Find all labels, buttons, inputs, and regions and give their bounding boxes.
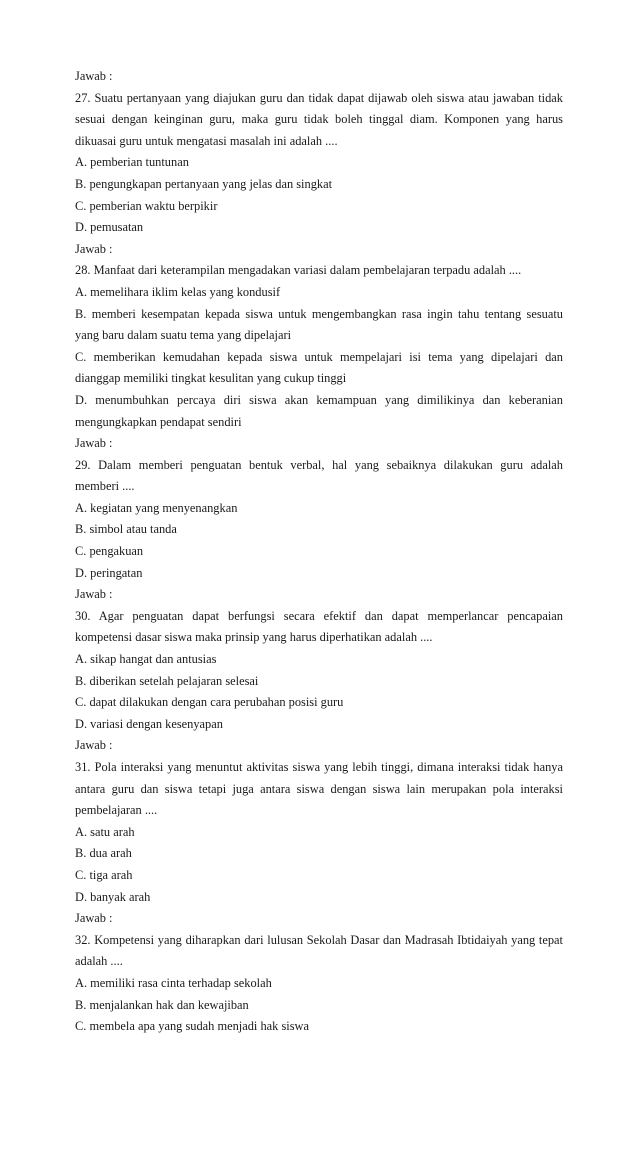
text-line: D. pemusatan — [75, 220, 144, 235]
text-line: Jawab : — [75, 587, 113, 602]
text-line: kompetensi dasar siswa maka prinsip yang harus diperhatikan adalah .... — [75, 630, 433, 645]
text-line: A. memelihara iklim kelas yang kondusif — [75, 284, 281, 299]
text-line: pembelajaran .... — [75, 803, 158, 818]
text-line: memberi .... — [75, 479, 135, 494]
text-line: A. memiliki rasa cinta terhadap sekolah — [75, 975, 272, 990]
text-line: D. banyak arah — [75, 889, 151, 904]
text-line: mengungkapkan pendapat sendiri — [75, 414, 242, 429]
text-line: B. simbol atau tanda — [75, 522, 177, 537]
text-line: B. dua arah — [75, 846, 132, 861]
text-line: D. peringatan — [75, 565, 143, 580]
text-line: 29. Dalam memberi penguatan bentuk verbal, hal yang sebaiknya dilakukan guru adalah — [75, 457, 563, 472]
document-body — [75, 66, 563, 1038]
text-line: C. pemberian waktu berpikir — [75, 198, 218, 213]
text-line: C. tiga arah — [75, 867, 133, 882]
text-line: 27. Suatu pertanyaan yang diajukan guru dan tidak dapat dijawab oleh siswa atau jawaban tidak — [75, 90, 563, 105]
text-line: B. diberikan setelah pelajaran selesai — [75, 673, 259, 688]
text-line: B. pengungkapan pertanyaan yang jelas dan singkat — [75, 176, 333, 191]
text-line: 31. Pola interaksi yang menuntut aktivitas siswa yang lebih tinggi, dimana interaksi tidak hanya — [75, 760, 563, 774]
text-line: dianggap memiliki tingkat kesulitan yang cukup tinggi — [75, 371, 347, 386]
text-line: C. memberikan kemudahan kepada siswa untuk mempelajari isi tema yang dipelajari dan — [75, 349, 563, 364]
text-line: antara guru dan siswa tetapi juga antara siswa dengan siswa lain merupakan pola interaksi — [75, 781, 563, 796]
text-line: D. variasi dengan kesenyapan — [75, 716, 223, 731]
text-line: Jawab : — [75, 69, 113, 83]
document-page — [75, 66, 563, 1038]
text-line: C. membela apa yang sudah menjadi hak siswa — [75, 1019, 309, 1034]
text-line: C. dapat dilakukan dengan cara perubahan posisi guru — [75, 695, 344, 710]
text-line: Jawab : — [75, 911, 113, 926]
text-line: Jawab : — [75, 241, 113, 256]
text-line: B. memberi kesempatan kepada siswa untuk mengembangkan rasa ingin tahu tentang sesuatu — [75, 306, 563, 321]
text-line: dikuasai guru untuk mengatasi masalah ini adalah .... — [75, 133, 338, 148]
text-line: B. menjalankan hak dan kewajiban — [75, 997, 249, 1012]
text-line: 28. Manfaat dari keterampilan mengadakan variasi dalam pembelajaran terpadu adalah .... — [75, 263, 522, 278]
text-line: A. sikap hangat dan antusias — [75, 652, 217, 667]
text-line: Jawab : — [75, 436, 113, 451]
text-line: A. kegiatan yang menyenangkan — [75, 500, 238, 515]
text-line: sesuai dengan keinginan guru, maka guru tidak boleh tinggal diam. Komponen yang harus — [75, 112, 563, 127]
text-line: A. pemberian tuntunan — [75, 155, 189, 170]
text-line: 30. Agar penguatan dapat berfungsi secara efektif dan dapat memperlancar pencapaian — [75, 608, 563, 623]
text-line: C. pengakuan — [75, 544, 144, 559]
text-line: D. menumbuhkan percaya diri siswa akan kemampuan yang dimilikinya dan keberanian — [75, 392, 563, 407]
text-line: adalah .... — [75, 954, 123, 969]
text-line: Jawab : — [75, 738, 113, 753]
text-line: A. satu arah — [75, 824, 135, 839]
text-line: yang baru dalam suatu tema yang dipelajari — [75, 328, 292, 343]
text-line: 32. Kompetensi yang diharapkan dari lulusan Sekolah Dasar dan Madrasah Ibtidaiyah yang tepat — [75, 932, 563, 947]
